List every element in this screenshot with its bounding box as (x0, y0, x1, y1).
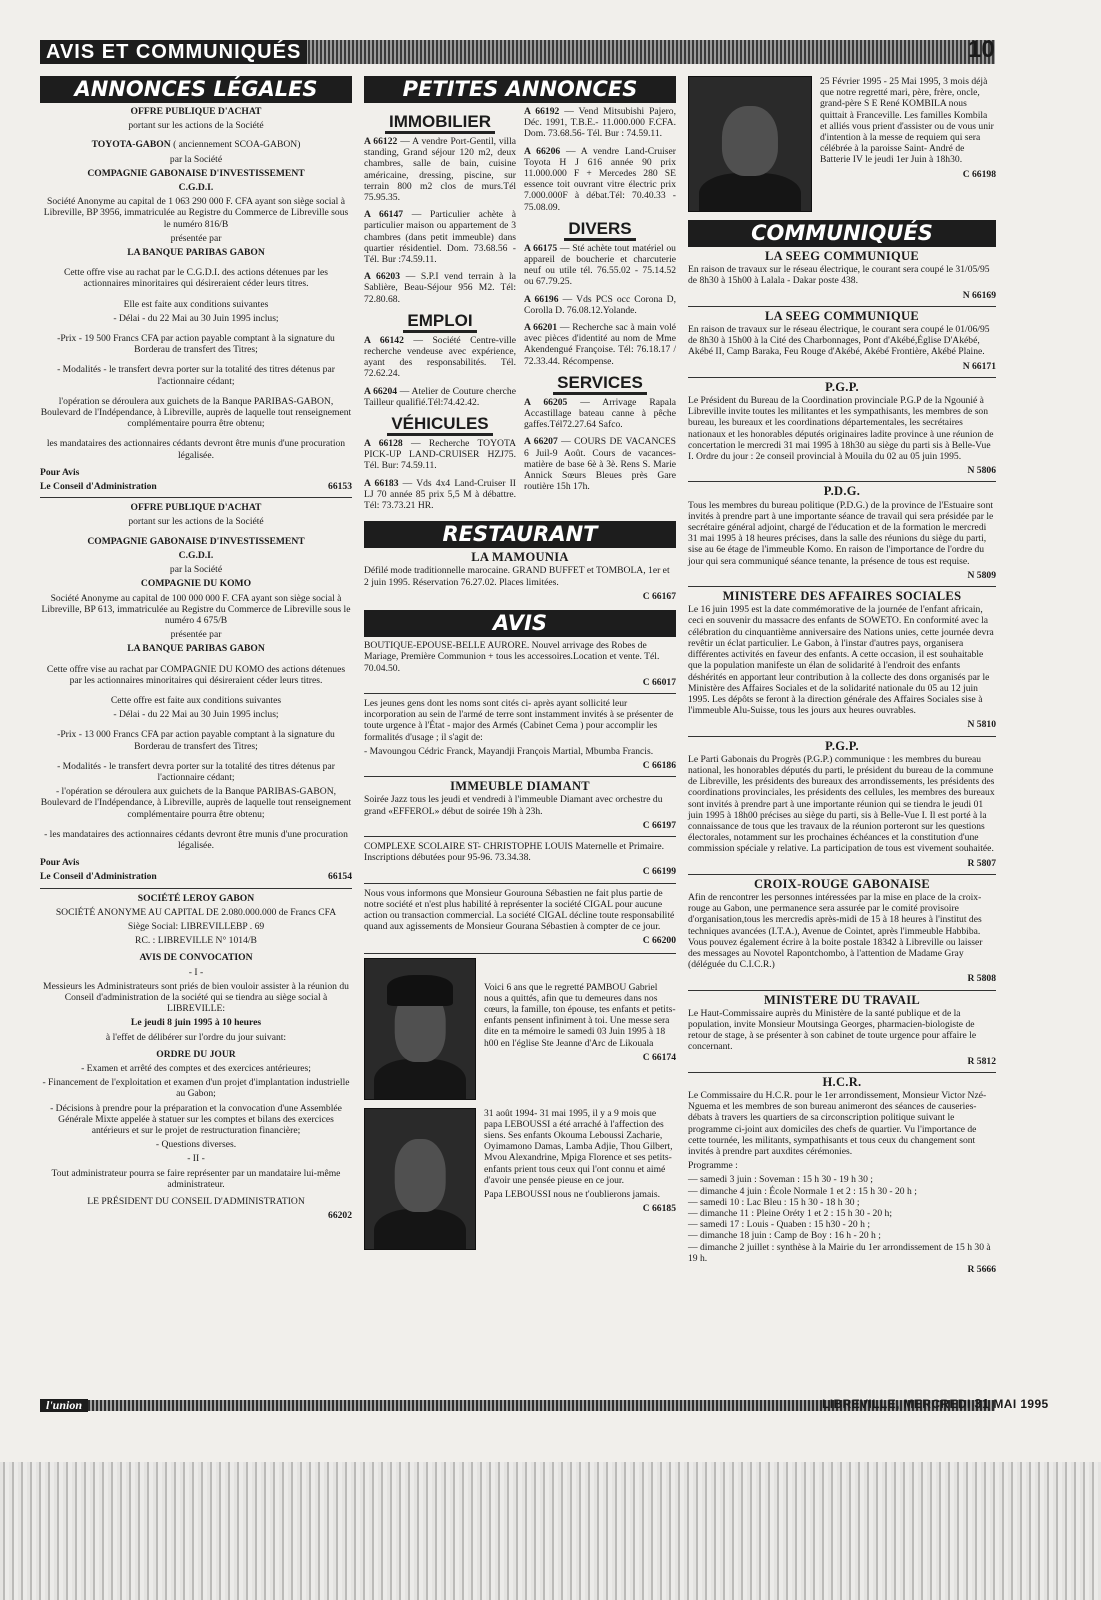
notice-title: CROIX-ROUGE GABONAISE (753, 876, 931, 891)
offer-buyer: COMPAGNIE DU KOMO (140, 578, 252, 590)
ad-text: — COURS DE VACANCES 6 Juil-9 Août. Cours de vacances- matière de base 6è à 3è. Rens S. Marie Annick Sœurs Bleues près Gare routière 15h 17h. (524, 436, 676, 493)
offer-signature-row (40, 481, 352, 492)
hcr-program-item: — samedi 3 juin : Soveman : 15 h 30 - 19 h 30 ; (688, 1174, 873, 1186)
divers-heading (524, 219, 676, 239)
offer-signature-row (40, 871, 352, 882)
offer-title: OFFRE PUBLIQUE D'ACHAT (130, 106, 262, 117)
offer-presented: présentée par (170, 232, 222, 244)
kombila-photo (688, 76, 812, 212)
notice-ref: R 5812 (967, 1055, 996, 1067)
offer-company-note: ( anciennement SCOA-GABON) (173, 139, 301, 151)
leboussi-photo (364, 1108, 476, 1250)
newspaper-logo: l'union (40, 1399, 88, 1412)
page-number: 10 (968, 36, 995, 63)
communique-notice (688, 308, 996, 372)
notice-text: Le Président du Bureau de la Coordination provinciale P.G.P de la Ngounié à Libreville invite toutes les militantes et les sympathisants, les membres de son bureau, les bureaux et les coordinations départementales, les secrétaires nationaux et les honorables députés originaires ladite province à une réunion de concertation le mercredi 31 mai 1995 à 18h30 au siège du parti sis à Belle-Vue I. Ordre du jour : 2e conseil provincial à Mouila du 02 au 05 juin 1995. (688, 395, 994, 463)
classifieds-right (524, 106, 676, 517)
offer-buyer-abbr: C.G.D.I. (178, 182, 214, 194)
offer-buyer: COMPAGNIE GABONAISE D'INVESTISSEMENT (87, 167, 305, 179)
offer-presented: présentée par (170, 629, 222, 641)
classifieds-column (364, 76, 676, 1258)
hcr-program-item: — dimanche 18 juin : Camp de Boy : 16 h - 20 h ; (688, 1230, 881, 1242)
leroy-notice-title: AVIS DE CONVOCATION (139, 952, 253, 964)
leroy-capital: SOCIÉTÉ ANONYME AU CAPITAL DE 2.080.000.000 de Francs CFA (55, 906, 337, 918)
leroy-intro: Messieurs les Administrateurs sont priés de bien vouloir assister à la réunion du Conseil d'administration de la société qui se tiendra au siège social à LIBREVILLE: (43, 980, 349, 1015)
footer-date (822, 1396, 1049, 1411)
classified-ad (364, 136, 516, 203)
communique-notice (688, 486, 996, 581)
footer-month-year: MAI 1995 (993, 1397, 1049, 1411)
offer-sign1: Pour Avis (40, 857, 80, 869)
leroy-part1: - I - (188, 966, 204, 978)
immeuble-text: Soirée Jazz tous les jeudi et vendredi à l'immeuble Diamant avec orchestre du grand «EFFEROL» début de soirée 19h à 23h. (364, 794, 663, 817)
notice-title: P.G.P. (825, 738, 859, 753)
ad-text: — Atelier de Couture cherche Tailleur qualifié.Tél:74.42.42. (364, 385, 516, 408)
scanner-artifact (0, 1462, 1101, 1600)
offer-sign2: Le Conseil d'Administration (40, 871, 157, 883)
notice-text: Afin de rencontrer les personnes intéressées par la mise en place de la croix-rouge au Gabon, une permanence sera assurée par le comité provisoire d'organisation,tous les mercredis après-midi de 15 à 18 heures à l'institut des techniques avancées (I.T.A.), Avenue de Cointet, après l'immeuble Habbiba. Vous pouvez également écrire à la boite postale 18342 à Libreville ou laisser des messages au Novotel Rapontchombo, à l'attention de Madame Gray (déléguée du C.I.C.R.) (688, 891, 983, 971)
ad-text: — Vds PCS occ Corona D, Corolla D. 76.08.12.Yolande. (524, 293, 676, 316)
youth-text: Les jeunes gens dont les noms sont cités ci- après ayant sollicité leur incorporation au sein de l'armé de terre sont instamment invités à se présenter de toute urgence à l'État - major des Armés (Cabinet Cema ) pour accomplir les formalités d'usage ; il s'agit de: (364, 697, 674, 743)
restaurant-text: Défilé mode traditionnelle marocaine. GRAND BUFFET et TOMBOLA, 1er et 2 juin 1995. Réservation 76.27.02. Places limitées. (364, 565, 670, 588)
notice-title: MINISTERE DES AFFAIRES SOCIALES (722, 589, 962, 604)
notice-title: P.G.P. (825, 379, 859, 394)
pambou-obituary (364, 958, 676, 1100)
offer-mandate: les mandataires des actionnaires cédants devront être munis d'une procuration légalisée. (46, 438, 346, 461)
pambou-photo (364, 958, 476, 1100)
restaurant-ref: C 66167 (642, 590, 676, 602)
ad-ref: A 66183 (364, 477, 399, 489)
offer-company: TOYOTA-GABON (91, 139, 171, 151)
offer-company: COMPAGNIE GABONAISE D'INVESTISSEMENT (87, 535, 305, 547)
ad-ref: A 66207 (524, 436, 558, 448)
communique-notice (688, 738, 996, 869)
hcr-notice (688, 1074, 996, 1276)
ad-text: — A vendre Port-Gentil, villa standing, Grand séjour 120 m2, deux chambres, salle de bain, cuisine américaine, dressing, piscine, sur terrain 800 m2 clos de murs.Tél 75.95.35. (364, 136, 516, 204)
complexe-text: COMPLEXE SCOLAIRE ST- CHRISTOPHE LOUIS Maternelle et Primaire. Inscriptions débutées pour 95-96. 73.34.38. (364, 840, 665, 864)
leroy-proxy: Tout administrateur pourra se faire représenter par un mandataire lui-même administrateur. (51, 1167, 341, 1190)
classified-ad (524, 106, 676, 140)
notice-ref: N 5809 (967, 569, 996, 581)
notice-title: P.D.G. (823, 484, 861, 499)
notice-ref: N 66171 (962, 360, 996, 372)
complexe-ref: C 66199 (642, 866, 676, 878)
ad-ref: A 66147 (364, 209, 404, 221)
offer-modalities: - Modalités - le transfert devra porter sur la totalité des titres détenus par l'actionnaire cédant; (57, 760, 335, 783)
classified-ad (364, 386, 516, 408)
classified-ad (524, 243, 676, 288)
cigal-text: Nous vous informons que Monsieur Gourouna Sébastien ne fait plus partie de notre société et n'est plus habilité à représenter la société CIGAL pour aucune action ou transaction commercial. La société CIGAL décline toute responsabilité quand aux agissements de Monsieur Gourana Sébastien à compter de ce jour. (364, 887, 675, 933)
notice-ref: R 5807 (967, 857, 996, 869)
cigal-ref: C 66200 (642, 935, 676, 947)
offer-notice-cgdi (40, 502, 352, 882)
ad-ref: A 66205 (524, 396, 568, 408)
hcr-program-item: — samedi 17 : Louis - Quaben : 15 h30 - 20 h ; (688, 1219, 870, 1231)
offer-subtitle: portant sur les actions de la Société (128, 516, 264, 528)
offer-conditions: Cette offre est faite aux conditions suivantes (110, 694, 282, 706)
communiques-column (688, 76, 996, 1278)
offer-bank: LA BANQUE PARIBAS GABON (127, 247, 265, 259)
hcr-program-item: — dimanche 2 juillet : synthèse à la Mairie du 1er arrondissement de 15 h 30 à 19 h. (688, 1241, 991, 1264)
leroy-sign: LE PRÉSIDENT DU CONSEIL D'ADMINISTRATION (87, 1196, 305, 1208)
offer-conditions: Elle est faite aux conditions suivantes (123, 298, 269, 310)
kombila-text: 25 Février 1995 - 25 Mai 1995, 3 mois déjà que notre regretté mari, père, frère, oncle, grand-père S E René KOMBILA nous quittait à Franceville. Les familles Kombila et alliés vous prient d'assister ou de vous unir d'intention à la messe de requiem qui sera célébrée à la paroisse Saint- André de Batterie IV le jeudi 1er Juin à 18h30. (820, 76, 994, 166)
classified-ad (524, 322, 676, 367)
hcr-program-title: Programme : (688, 1160, 738, 1172)
hcr-ref: R 5666 (967, 1264, 996, 1276)
notice-title: LA SEEG COMMUNIQUE (764, 249, 920, 263)
leroy-convocation (40, 893, 352, 1222)
classified-ad (364, 335, 516, 380)
hcr-text: Le Commissaire du H.C.R. pour le 1er arrondissement, Monsieur Victor Nzé-Nguema et les membres de son bureau animeront des séances de causeries-débats à travers les quartiers de sa circonscription politique suivant le programme ci-joint aux domiciles des chefs de quartier. Vu l'importance de cette tournée, les militants, sympathisants et tous ceux du changement sont invités à prendre part auxdites cérémonies. (688, 1090, 987, 1158)
immobilier-title: IMMOBILIER (385, 112, 495, 134)
section-title: AVIS ET COMMUNIQUÉS (40, 40, 307, 64)
offer-company-abbr: C.G.D.I. (178, 549, 214, 561)
leroy-agenda-title: ORDRE DU JOUR (156, 1048, 236, 1060)
ad-ref: A 66196 (524, 293, 559, 305)
leboussi-text: 31 août 1994- 31 mai 1995, il y a 9 mois que papa LEBOUSSI a été arraché à l'affection des siens. Ses enfants Okouma Leboussi Zacharie, Oyimamono Damas, Lamba Adjie, Thou Gilbert, Mvou Alexandrine, Mpiga Florence et ses petits- enfants prient tous ceux qui l'ont connu et aimé d'avoir une pensée pieuse en ce jour. (484, 1107, 673, 1186)
offer-company-line (40, 139, 352, 150)
emploi-title: EMPLOI (403, 311, 476, 333)
offer-subtitle: portant sur les actions de la Société (128, 120, 264, 132)
ad-text: — Arrivage Rapala Accastillage bateau canne à pêche gaffes.Tél72.27.64 Safco. (524, 396, 676, 431)
section-header-bar (40, 40, 995, 64)
classified-ad (524, 397, 676, 431)
offer-sign2: Le Conseil d'Administration (40, 481, 157, 493)
services-title: SERVICES (553, 373, 647, 395)
communique-notice (688, 591, 996, 730)
offer-ref: 66153 (328, 481, 352, 493)
ad-ref: A 66201 (524, 322, 558, 334)
hcr-program-item: — dimanche 11 : Pleine Oréty 1 et 2 : 15 h 30 - 20 h; (688, 1208, 893, 1220)
legal-notices-band: ANNONCES LÉGALES (40, 76, 352, 103)
immeuble-ref: C 66197 (642, 819, 676, 831)
offer-sign1: Pour Avis (40, 466, 80, 478)
offer-price: -Prix - 19 500 Francs CFA par action payable comptant à la signature du Borderau de transfert des Titres; (57, 333, 335, 356)
leroy-part2: - II - (187, 1153, 205, 1165)
offer-bank: LA BANQUE PARIBAS GABON (127, 643, 265, 655)
hcr-program-item: — dimanche 4 juin : École Normale 1 et 2 : 15 h 30 - 20 h ; (688, 1185, 917, 1197)
classified-ad (524, 436, 676, 492)
leboussi-tail: Papa LEBOUSSI nous ne t'oublierons jamais. (484, 1188, 660, 1200)
ad-text: — Recherche sac à main volé avec pièces d'identité au nom de Mme Akendengué Françoise. Tél: 76.18.17 / 72.33.44. Récompense. (524, 322, 676, 367)
youth-names: - Mavoungou Cédric Franck, Mayandji François Martial, Mbumba Francis. (364, 745, 654, 757)
ad-ref: A 66204 (364, 385, 398, 397)
offer-operations: - l'opération se déroulera aux guichets de la Banque PARIBAS-GABON, Boulevard de l'Indépendance, à Libreville, auprès de laquelle tout renseignement complémentaire pourra être obtenu; (40, 786, 352, 820)
leboussi-ref: C 66185 (642, 1203, 676, 1215)
vehicules-title: VÉHICULES (387, 414, 492, 436)
ad-ref: A 66175 (524, 242, 558, 254)
divers-title: DIVERS (564, 219, 635, 241)
offer-operations: l'opération se déroulera aux guichets de la Banque PARIBAS-GABON, Boulevard de l'Indépendance, à Libreville, auprès de laquelle tout renseignement complémentaire pourra être obtenu; (40, 395, 352, 430)
classified-ad (524, 294, 676, 316)
notice-ref: R 5808 (967, 973, 996, 985)
leroy-ref: 66202 (328, 1210, 352, 1222)
ad-ref: A 66128 (364, 438, 403, 450)
ad-ref: A 66206 (524, 145, 561, 157)
legal-notices-column (40, 76, 352, 1224)
leboussi-obituary (364, 1108, 676, 1250)
leroy-seat: Siège Social: LIBREVILLEBP . 69 (127, 920, 265, 932)
classified-ad (364, 271, 516, 305)
ad-text: — Recherche TOYOTA PICK-UP LAND-CRUISER HZJ75. Tél. Bur: 74.59.11. (364, 438, 516, 472)
hcr-program-item: — samedi 10 : Lac Bleu : 15 h 30 - 18 h 30 ; (688, 1196, 860, 1208)
classified-ad (364, 209, 516, 265)
immobilier-heading (364, 112, 516, 132)
offer-mandate: - les mandataires des actionnaires cédants devront être munis d'une procuration légalisée. (44, 828, 348, 851)
communique-notice (688, 251, 996, 301)
offer-by: par la Société (169, 153, 223, 165)
offer-modalities: - Modalités - le transfert devra porter sur la totalité des titres détenus par l'actionnaire cédant; (57, 364, 335, 387)
offer-ref: 66154 (328, 871, 352, 883)
restaurant-band: RESTAURANT (364, 521, 676, 548)
classifieds-left (364, 106, 516, 517)
services-heading (524, 373, 676, 393)
avis-notices (364, 640, 676, 946)
vehicules-heading (364, 414, 516, 434)
avis-band: AVIS (364, 610, 676, 637)
communiques-band: COMMUNIQUÉS (688, 220, 996, 247)
offer-aim: Cette offre vise au rachat par COMPAGNIE DU KOMO des actions détenues par les actionnaires minoritaires qui désireraient céder leurs titres. (46, 663, 346, 686)
classified-ad (364, 438, 516, 472)
leroy-date: Le jeudi 8 juin 1995 à 10 heures (130, 1017, 262, 1029)
offer-price: -Prix - 13 000 Francs CFA par action payable comptant à la signature du Borderau de transfert des Titres; (57, 729, 335, 752)
footer-place: LIBREVILLE, MERCREDI (822, 1397, 971, 1411)
classifieds-upper (364, 106, 676, 517)
notice-text: Le Haut-Commissaire auprès du Ministère de la santé publique et de la population, invite Monsieur Moutsinga Georges, pharmacien-biologiste de retour de stage, à se présenter à son cabinet de toute urgence pour affaire le concernant. (688, 1007, 977, 1053)
immeuble-title: IMMEUBLE DIAMANT (450, 779, 590, 794)
ad-text: — Société Centre-ville recherche vendeuse avec expérience, ayant des responsabilités. Tél. 72.62.24. (364, 334, 516, 380)
emploi-heading (364, 311, 516, 331)
offer-aim: Cette offre vise au rachat par le C.G.D.I. des actions détenues par les actionnaires minoritaires qui désireraient céder leurs titres. (63, 267, 329, 290)
pambou-text: Voici 6 ans que le regretté PAMBOU Gabriel nous a quittés, afin que tu demeures dans nos cœurs, la famille, ton épouse, tes enfants et petits-enfants pensent infiniment à toi. Une messe sera dite en ta mémoire le samedi 03 Juin 1995 à 18 h00 en l'église Ste Jeanne d'Arc de Likouala (484, 981, 676, 1049)
classifieds-band: PETITES ANNONCES (364, 76, 676, 103)
boutique-text: BOUTIQUE-EPOUSE-BELLE AURORE. Nouvel arrivage des Robes de Mariage, Première Communion + tous les accessoires.Location et vente. Tél. 70.04.50. (364, 640, 660, 674)
offer-title: OFFRE PUBLIQUE D'ACHAT (130, 502, 262, 514)
offer-delay: - Délai - du 22 Mai au 30 Juin 1995 inclus; (113, 312, 279, 324)
notice-title: MINISTERE DU TRAVAIL (763, 992, 921, 1007)
notice-ref: N 5806 (967, 465, 996, 477)
restaurant-title: LA MAMOUNIA (471, 550, 569, 565)
leroy-agenda-item: - Financement de l'exploitation et examen d'un projet d'implantation industrielle au Gabon; (42, 1077, 350, 1100)
leroy-rc: RC. : LIBREVILLE N° 1014/B (135, 935, 257, 947)
pambou-ref: C 66174 (642, 1051, 676, 1063)
leroy-title: SOCIÉTÉ LEROY GABON (137, 892, 255, 904)
offer-desc: Société Anonyme au capital de 1 063 290 000 F. CFA ayant son siège social à Libreville, BP 3956, immatriculée au Registre du Commerce de Libreville sous le numéro 816/B (43, 196, 349, 230)
ad-ref: A 66122 (364, 136, 398, 147)
ad-text: — A vendre Land-Cruiser Toyota H J 616 année 90 prix 11.000.000 F + Mercedes 280 SE essence toit ouvrant vitre électric prix 7.000.000F à débat.Tél: 70.40.33 - 75.08.09. (524, 145, 676, 213)
ad-ref: A 66203 (364, 271, 401, 283)
ad-text: — Vend Mitsubishi Pajero, Déc. 1991, T.B.E.- 11.000.000 F.CFA. Dom. 73.68.56- Tél. Bur : 74.59.11. (524, 106, 676, 140)
notice-text: Le 16 juin 1995 est la date commémorative de la journée de l'enfant africain, ceci en souvenir du massacre des enfants de SOWETO. En conformité avec la célébration du cinquantième anniversaire des Nations unies, cette journée devra revêtir un éclat particulier. Le Gabon, à l'instar d'autres pays, organisera différentes activités en faveur des enfants. A cette occasion, il est souhaitable que la population manifeste un élan de solidarité à l'endroit des enfants déshérités en apportant leur contribution à la collecte des dons organisés par le Ministère des Affaires Sociales et de la solidarité nationale du 05 au 12 juin 1995. Les dépôts se feront à la direction générale des Affaires Sociales sise à l'immeuble Alu-Suisse, tous les jours aux heures ouvrables. (688, 604, 994, 717)
classified-ad (524, 146, 676, 213)
ad-text: — Particulier achète à particulier maison ou appartement de 3 chambres (dans petit immeuble) dans quartier résidentiel. Dom. 73.68.56 - Tél. Bur :74.59.11. (364, 209, 516, 266)
communique-notice (688, 876, 996, 985)
notice-text: En raison de travaux sur le réseau électrique, le courant sera coupé le 01/06/95 de 8h30 à 15h00 à la Cité des Charbonnages, Pont d'Akébé,Église D'Akébé, Akébé II, Camp Baraka, Feu Rouge d'Akébé, Akébé Frontière, Akébé Plaine. (688, 324, 990, 358)
ad-text: — S.P.I vend terrain à la Sablière, Beau-Séjour 956 M2. Tél: 72.80.68. (364, 271, 516, 305)
leroy-agenda-item: - Décisions à prendre pour la préparation et la convocation d'une Assemblée Générale Mixte appelée à statuer sur les comptes et bilans des exercices antérieurs et sur le projet de restructuration financière; (50, 1102, 342, 1137)
offer-by: par la Société (169, 564, 223, 576)
ad-text: — Vds 4x4 Land-Cruiser II LJ 70 année 85 prix 5,5 M à débattre. Tél: 73.73.21 HR. (364, 477, 516, 512)
leroy-agenda-item: - Questions diverses. (155, 1139, 237, 1151)
classified-ad (364, 478, 516, 512)
communique-notice (688, 379, 996, 477)
ad-text: — Sté achète tout matériel ou appareil de boucherie et charcuterie neuf ou utile tél. 76.55.02 - 75.14.52 ou 67.79.25. (524, 242, 676, 288)
boutique-ref: C 66017 (642, 676, 676, 688)
notice-text: En raison de travaux sur le réseau électrique, le courant sera coupé le 31/05/95 de 8h30 à 15h00 à Lalala - Dakar poste 438. (688, 264, 990, 287)
leroy-purpose: à l'effet de délibérer sur l'ordre du jour suivant: (105, 1031, 287, 1043)
notice-ref: N 5810 (967, 719, 996, 731)
offer-desc: Société Anonyme au capital de 100 000 000 F. CFA ayant son siège social à Libreville, BP 613, immatriculée au Registre du Commerce de Libreville sous le numéro 4 675/B (41, 592, 351, 626)
notice-text: Le Parti Gabonais du Progrès (P.G.P.) communique : les membres du bureau national, les honorables députés du parti, le président du bureau de la commune de Libreville, les présidents des bureaux des arrondissements, les présidents des coordinations provinciales, les présidents des cellules, les membres des bureaux sont invités à prendre part à une importante réunion qui se tiendra le jeudi 01 juin 1995 à 18h00 précises au siège du parti, sis à Belle-Vue I. Il est porté à la connaissance de tous que les travaux de la réunion porteront sur les questions électorales, notamment sur les prochaines échéances et la constitution d'une commission spéciale y relative. La participation de tous est vivement souhaitée. (688, 753, 995, 855)
kombila-obituary (688, 76, 996, 212)
ad-ref: A 66142 (364, 334, 404, 346)
offer-notice-toyota (40, 106, 352, 492)
restaurant-notice (364, 552, 676, 602)
notice-title: LA SEEG COMMUNIQUE (764, 308, 920, 323)
hcr-title: H.C.R. (822, 1074, 862, 1089)
communique-notice (688, 992, 996, 1067)
notice-text: Tous les membres du bureau politique (P.D.G.) de la province de l'Estuaire sont invités à prendre part à une importante séance de travail qui sera présidée par le secrétaire général adjoint, chargé de l'éducation et de la formation le mercredi 31 mai 1995 à 18 heures précises, dans la salle des réunions du siège du parti, sise au 6e étage de l'immeuble Komo. En raison de l'importance de l'ordre du jour qui sera communiqué séance tenante, la présence de tous est requise. (688, 499, 994, 567)
leroy-agenda-item: - Examen et arrêté des comptes et des exercices antérieures; (81, 1063, 311, 1074)
ad-ref: A 66192 (524, 106, 560, 117)
kombila-ref: C 66198 (962, 168, 996, 180)
offer-delay: - Délai - du 22 Mai au 30 Juin 1995 inclus; (113, 709, 279, 721)
footer-day: 31 (974, 1396, 990, 1411)
youth-ref: C 66186 (642, 759, 676, 771)
notice-ref: N 66169 (962, 289, 996, 301)
